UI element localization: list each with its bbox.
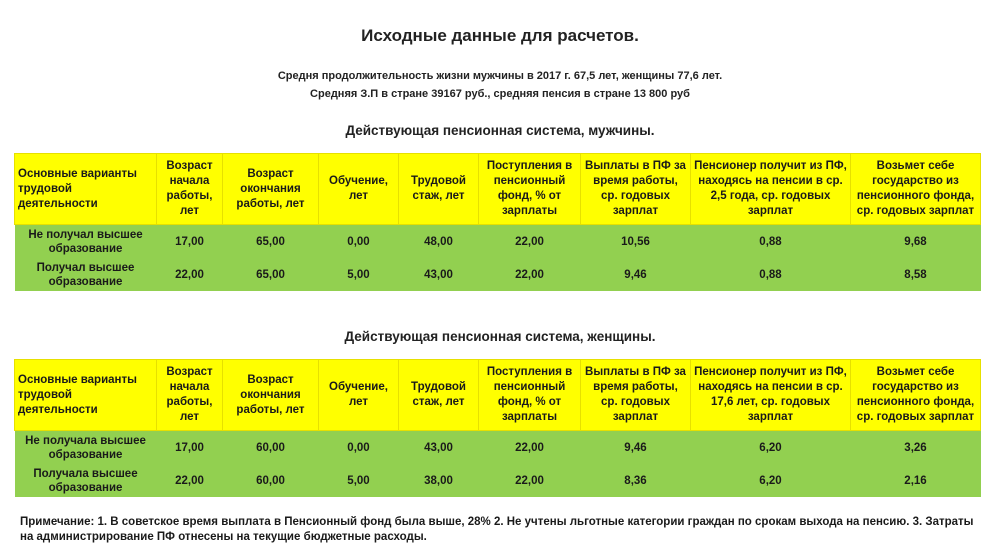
women-pension-table: [14, 359, 981, 497]
table-cell: 22,00: [479, 225, 581, 259]
table-row: [15, 464, 981, 497]
table-cell: 22,00: [157, 258, 223, 291]
page-title: Исходные данные для расчетов.: [361, 26, 639, 45]
table-cell: 43,00: [399, 431, 479, 465]
table-cell: 60,00: [223, 464, 319, 497]
life-expectancy-line: Средня продолжительность жизни мужчины в 2017 г. 67,5 лет, женщины 77,6 лет.: [277, 70, 723, 82]
table-cell: 22,00: [479, 258, 581, 291]
table-cell: 8,58: [851, 258, 981, 291]
men-pension-table: [14, 153, 981, 291]
table-header-row: [15, 360, 981, 431]
salary-pension-line: Средняя З.П в стране 39167 руб., средняя пенсия в стране 13 800 руб: [310, 88, 690, 100]
column-header: Обучение, лет: [319, 360, 399, 431]
table-cell: 65,00: [223, 225, 319, 259]
column-header: Пенсионер получит из ПФ, находясь на пенсии в ср. 2,5 года, ср. годовых зарплат: [691, 154, 851, 225]
table-cell: 22,00: [479, 431, 581, 465]
row-label: Не получал высшее образование: [15, 225, 157, 259]
column-header: Возраст начала работы, лет: [157, 154, 223, 225]
table-cell: 9,46: [581, 431, 691, 465]
table-cell: 60,00: [223, 431, 319, 465]
table-row: [15, 258, 981, 291]
table-cell: 8,36: [581, 464, 691, 497]
table-cell: 65,00: [223, 258, 319, 291]
table-cell: 10,56: [581, 225, 691, 259]
table-cell: 5,00: [319, 464, 399, 497]
column-header: Выплаты в ПФ за время работы, ср. годовых зарплат: [581, 154, 691, 225]
table-cell: 3,26: [851, 431, 981, 465]
row-label: Получал высшее образование: [15, 258, 157, 291]
column-header: Возьмет себе государство из пенсионного фонда, ср. годовых зарплат: [851, 360, 981, 431]
table-cell: 0,00: [319, 431, 399, 465]
men-section-heading: Действующая пенсионная система, мужчины.: [345, 123, 655, 138]
table-cell: 0,88: [691, 258, 851, 291]
table-cell: 9,46: [581, 258, 691, 291]
table-cell: 43,00: [399, 258, 479, 291]
table-cell: 48,00: [399, 225, 479, 259]
table-row: [15, 431, 981, 465]
table-cell: 22,00: [157, 464, 223, 497]
table-header-row: [15, 154, 981, 225]
table-cell: 5,00: [319, 258, 399, 291]
column-header: Возраст окончания работы, лет: [223, 360, 319, 431]
women-section-heading: Действующая пенсионная система, женщины.: [344, 329, 656, 344]
column-header: Возраст начала работы, лет: [157, 360, 223, 431]
row-label: Получала высшее образование: [15, 464, 157, 497]
table-cell: 0,88: [691, 225, 851, 259]
table-cell: 22,00: [479, 464, 581, 497]
table-cell: 2,16: [851, 464, 981, 497]
table-cell: 38,00: [399, 464, 479, 497]
column-header: Основные варианты трудовой деятельности: [15, 154, 157, 225]
column-header: Выплаты в ПФ за время работы, ср. годовых зарплат: [581, 360, 691, 431]
column-header: Поступления в пенсионный фонд, % от зарплаты: [479, 154, 581, 225]
table-cell: 9,68: [851, 225, 981, 259]
row-label: Не получала высшее образование: [15, 431, 157, 465]
footnote: Примечание: 1. В советское время выплата в Пенсионный фонд была выше, 28% 2. Не учтены льготные категории граждан по срокам выхода на пенсию. 3. Затраты на администрирование ПФ отнесены на текущие бюджетные расходы.: [20, 516, 974, 543]
column-header: Пенсионер получит из ПФ, находясь на пенсии в ср. 17,6 лет, ср. годовых зарплат: [691, 360, 851, 431]
table-cell: 17,00: [157, 225, 223, 259]
column-header: Основные варианты трудовой деятельности: [15, 360, 157, 431]
table-cell: 6,20: [691, 431, 851, 465]
table-cell: 6,20: [691, 464, 851, 497]
column-header: Трудовой стаж, лет: [399, 154, 479, 225]
column-header: Трудовой стаж, лет: [399, 360, 479, 431]
table-cell: 0,00: [319, 225, 399, 259]
column-header: Возраст окончания работы, лет: [223, 154, 319, 225]
table-cell: 17,00: [157, 431, 223, 465]
column-header: Обучение, лет: [319, 154, 399, 225]
column-header: Возьмет себе государство из пенсионного фонда, ср. годовых зарплат: [851, 154, 981, 225]
column-header: Поступления в пенсионный фонд, % от зарплаты: [479, 360, 581, 431]
table-row: [15, 225, 981, 259]
